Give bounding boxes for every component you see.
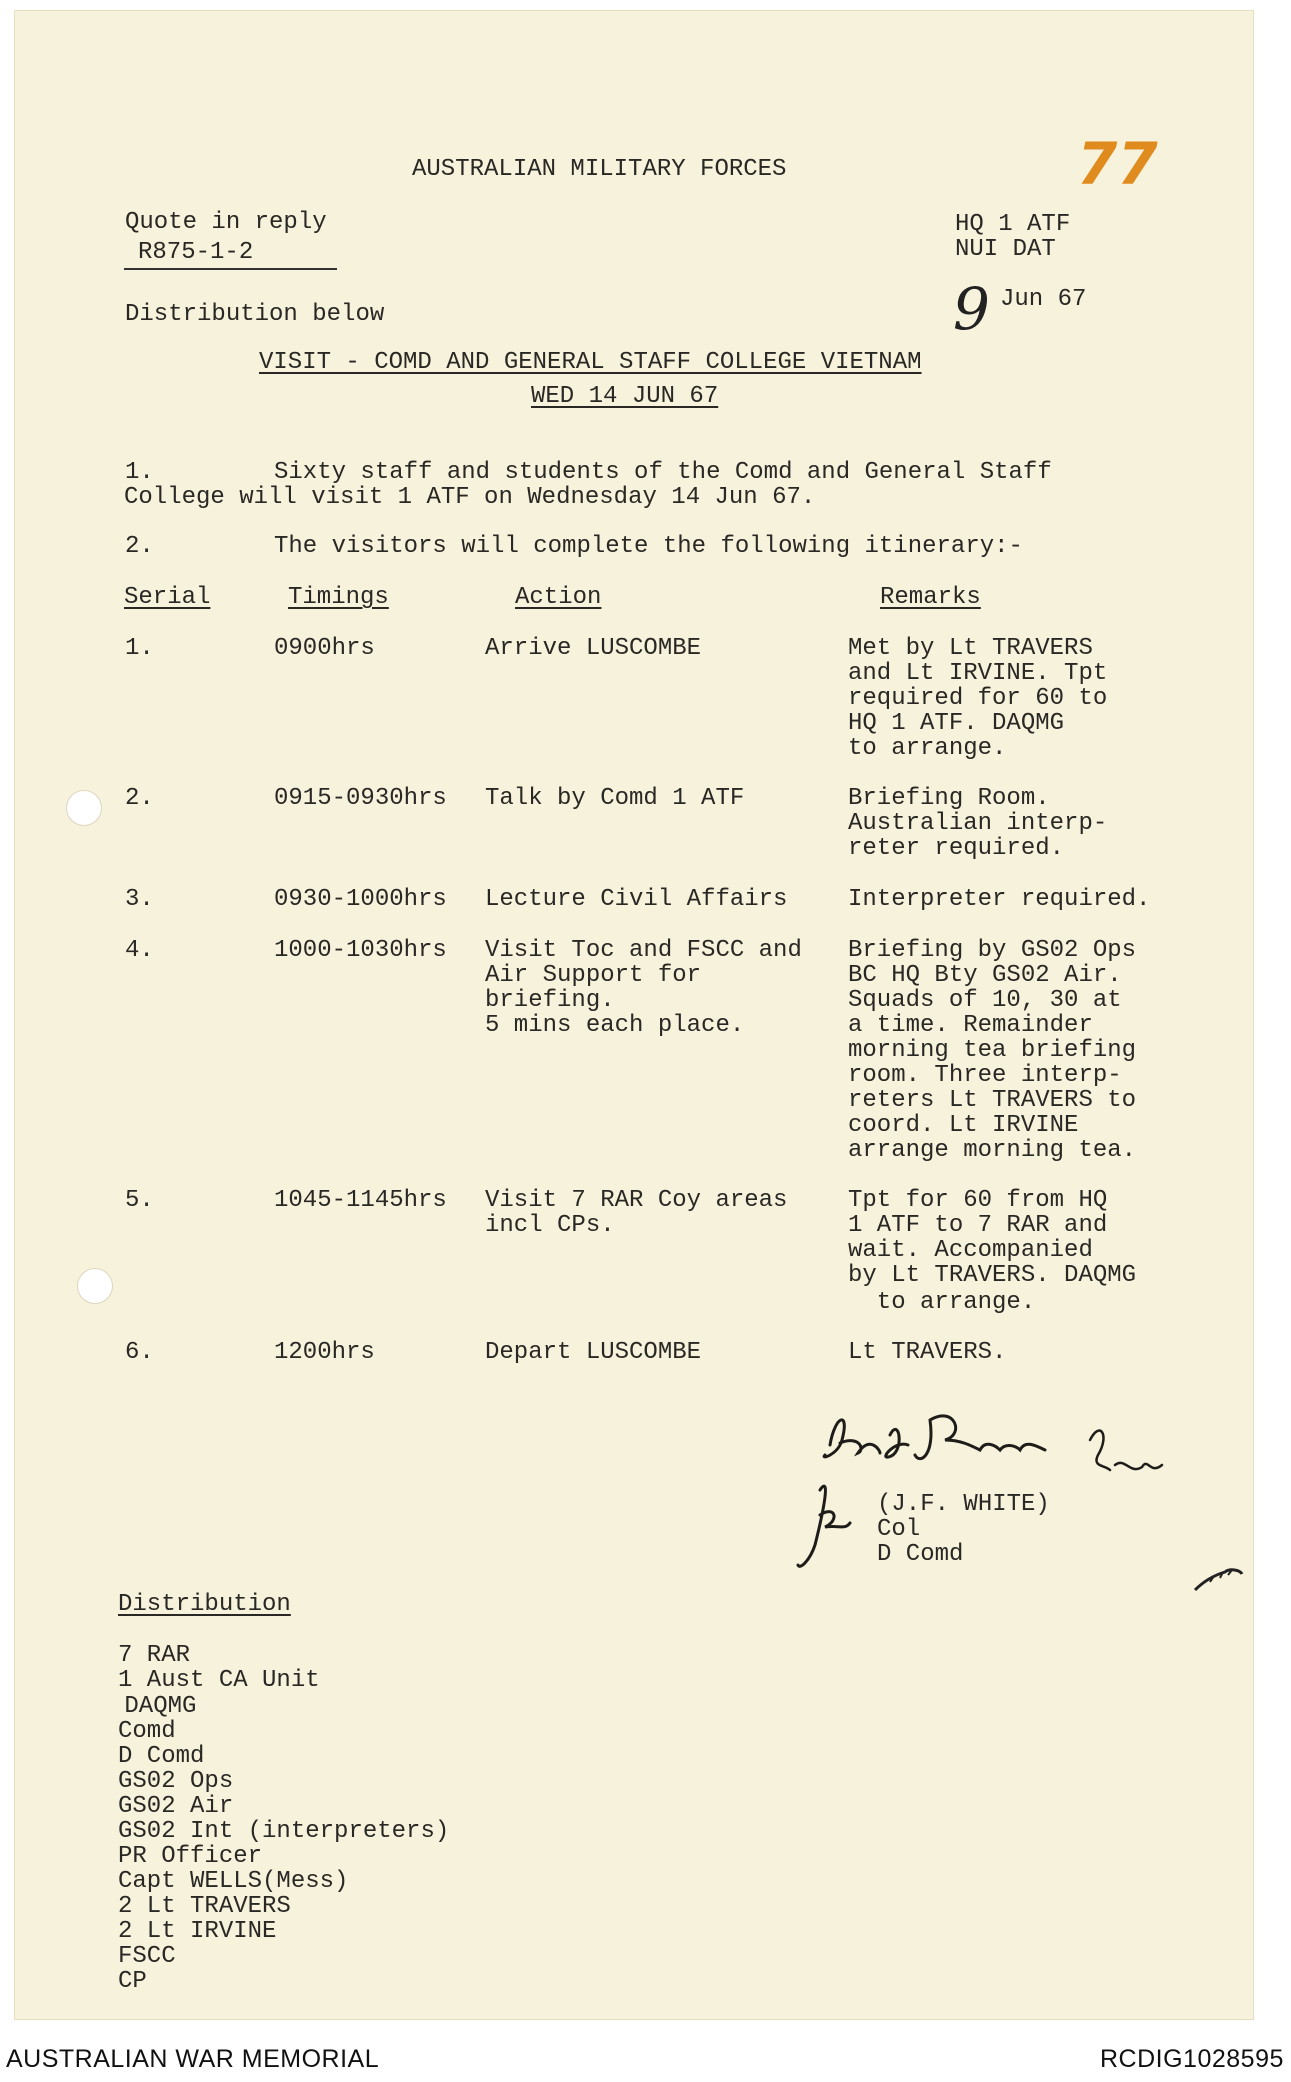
- row-remark-line: to arrange.: [848, 1289, 1036, 1316]
- hq-line2: NUI DAT: [955, 236, 1056, 263]
- signatory-appointment: D Comd: [877, 1541, 964, 1568]
- distribution-note: Distribution below: [125, 301, 385, 328]
- row-action: Lecture Civil Affairs: [485, 886, 788, 913]
- row-action: Arrive LUSCOMBE: [485, 635, 702, 662]
- row-remark-line: Australian interp-: [848, 810, 1108, 837]
- row-timing: 0930-1000hrs: [274, 886, 447, 913]
- para2-number: 2.: [125, 533, 154, 560]
- row-serial: 2.: [125, 785, 154, 812]
- row-timing: 1200hrs: [274, 1339, 375, 1366]
- row-remark-line: by Lt TRAVERS. DAQMG: [848, 1262, 1137, 1289]
- row-remark-line: wait. Accompanied: [848, 1237, 1093, 1264]
- row-timing: 1045-1145hrs: [274, 1187, 447, 1214]
- signatory-name: (J.F. WHITE): [877, 1491, 1050, 1518]
- row-remark-line: HQ 1 ATF. DAQMG: [848, 710, 1065, 737]
- row-serial: 5.: [125, 1187, 154, 1214]
- archive-reference: RCDIG1028595: [1100, 2045, 1284, 2073]
- para1-line2: College will visit 1 ATF on Wednesday 14 Jun 67.: [124, 484, 816, 511]
- punch-hole: [77, 1268, 113, 1304]
- row-serial: 4.: [125, 937, 154, 964]
- list-item: 2 Lt IRVINE: [118, 1918, 277, 1945]
- col-header-remarks: Remarks: [880, 584, 981, 611]
- row-remark-line: arrange morning tea.: [848, 1137, 1137, 1164]
- list-item: GS02 Int (interpreters): [118, 1818, 450, 1845]
- list-item: Capt WELLS(Mess): [118, 1868, 349, 1895]
- row-remark-line: room. Three interp-: [848, 1062, 1122, 1089]
- row-remark-line: required for 60 to: [848, 685, 1108, 712]
- list-item: DAQMG: [110, 1693, 197, 1720]
- row-remark-line: coord. Lt IRVINE: [848, 1112, 1079, 1139]
- org-heading: AUSTRALIAN MILITARY FORCES: [412, 156, 787, 183]
- row-action: Depart LUSCOMBE: [485, 1339, 702, 1366]
- row-timing: 0900hrs: [274, 635, 375, 662]
- row-action: Air Support for: [485, 962, 702, 989]
- para1-line1: Sixty staff and students of the Comd and General Staff: [274, 459, 1052, 486]
- punch-hole: [66, 790, 102, 826]
- row-remark-line: Briefing by GS02 Ops: [848, 937, 1137, 964]
- list-item: PR Officer: [118, 1843, 263, 1870]
- list-item: 1 Aust CA Unit: [118, 1667, 320, 1694]
- list-item: GS02 Air: [118, 1793, 234, 1820]
- para1-number: 1.: [125, 459, 154, 486]
- row-remark-line: Met by Lt TRAVERS: [848, 635, 1093, 662]
- list-item: D Comd: [118, 1743, 205, 1770]
- quote-reference: R875-1-2: [138, 239, 254, 266]
- row-action: Visit Toc and FSCC and: [485, 937, 802, 964]
- row-remark-line: reter required.: [848, 835, 1065, 862]
- row-action: Visit 7 RAR Coy areas: [485, 1187, 788, 1214]
- row-remark-line: Interpreter required.: [848, 886, 1151, 913]
- col-header-serial: Serial: [124, 584, 211, 611]
- hq-line1: HQ 1 ATF: [955, 211, 1071, 238]
- ink-mark: [1190, 1560, 1250, 1600]
- col-header-action: Action: [515, 584, 602, 611]
- date-month-year: Jun 67: [1000, 286, 1087, 313]
- row-action: 5 mins each place.: [485, 1012, 745, 1039]
- row-remark-line: BC HQ Bty GS02 Air.: [848, 962, 1122, 989]
- row-remark-line: and Lt IRVINE. Tpt: [848, 660, 1108, 687]
- quote-underline: [124, 268, 337, 270]
- row-timing: 1000-1030hrs: [274, 937, 447, 964]
- folio-number: 77: [1077, 130, 1158, 198]
- row-remark-line: Tpt for 60 from HQ: [848, 1187, 1108, 1214]
- row-remark-line: reters Lt TRAVERS to: [848, 1087, 1137, 1114]
- row-action: Talk by Comd 1 ATF: [485, 785, 745, 812]
- row-remark-line: Briefing Room.: [848, 785, 1050, 812]
- row-remark-line: 1 ATF to 7 RAR and: [848, 1212, 1108, 1239]
- row-serial: 1.: [125, 635, 154, 662]
- list-item: CP: [118, 1968, 147, 1995]
- quote-label: Quote in reply: [125, 209, 327, 236]
- list-item: Comd: [118, 1718, 176, 1745]
- row-remark-line: a time. Remainder: [848, 1012, 1093, 1039]
- row-serial: 6.: [125, 1339, 154, 1366]
- handwritten-day: 9: [953, 275, 990, 343]
- row-remark-line: morning tea briefing: [848, 1037, 1137, 1064]
- signatory-rank: Col: [877, 1516, 921, 1543]
- row-action: incl CPs.: [485, 1212, 615, 1239]
- distribution-heading: Distribution: [118, 1591, 291, 1618]
- para2-text: The visitors will complete the following itinerary:-: [274, 533, 1023, 560]
- document-title: VISIT - COMD AND GENERAL STAFF COLLEGE VIETNAM: [259, 349, 922, 376]
- list-item: GS02 Ops: [118, 1768, 234, 1795]
- row-remark-line: Lt TRAVERS.: [848, 1339, 1007, 1366]
- list-item: 7 RAR: [118, 1642, 191, 1669]
- row-remark-line: Squads of 10, 30 at: [848, 987, 1122, 1014]
- row-timing: 0915-0930hrs: [274, 785, 447, 812]
- row-serial: 3.: [125, 886, 154, 913]
- handwritten-signature: [780, 1395, 1200, 1585]
- archive-credit: AUSTRALIAN WAR MEMORIAL: [6, 2045, 380, 2073]
- list-item: FSCC: [118, 1943, 176, 1970]
- row-action: briefing.: [485, 987, 615, 1014]
- row-remark-line: to arrange.: [848, 735, 1007, 762]
- document-date-title: WED 14 JUN 67: [531, 383, 719, 410]
- list-item: 2 Lt TRAVERS: [118, 1893, 291, 1920]
- col-header-timings: Timings: [288, 584, 389, 611]
